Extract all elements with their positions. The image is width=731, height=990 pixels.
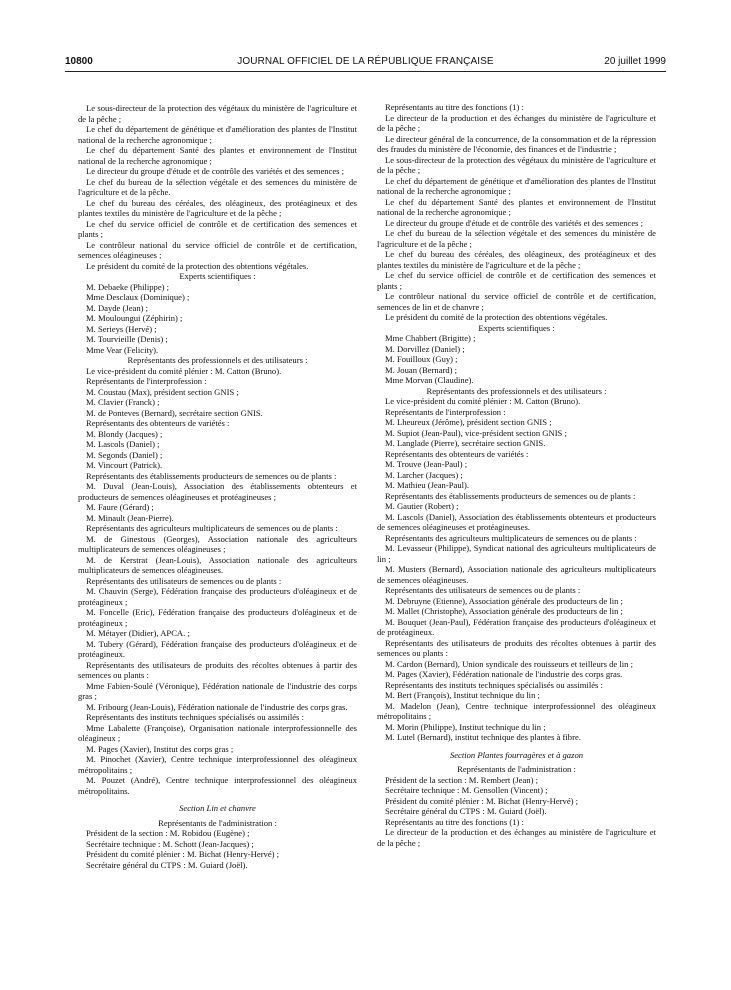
- list-item: M. Mathieu (Jean-Paul).: [385, 480, 470, 490]
- list-item: M. Bert (François), Institut technique du lin ;: [385, 690, 540, 700]
- list-item: M. Mouloungui (Zéphirin) ;: [86, 313, 183, 323]
- paragraph: Le vice-président du comité plénier : M. Catton (Bruno).: [385, 396, 581, 406]
- paragraph: Représentants des utilisateurs de produits des récoltes obtenues à partir des semences ou plants :: [377, 637, 656, 658]
- paragraph: Le sous-directeur de la protection des végétaux du ministère de l'agriculture et de la pêche ;: [78, 103, 357, 124]
- list-item: M. Jouan (Bernard) ;: [385, 364, 458, 375]
- left-column: [78, 103, 357, 870]
- list-item: M. Coustau (Max), président section GNIS ;: [86, 386, 239, 397]
- list-item: M. Vincourt (Patrick).: [86, 460, 163, 470]
- list-item: M. Pages (Xavier), Institut des corps gras ;: [86, 743, 234, 754]
- list-item: M. Blondy (Jacques) ;: [86, 428, 163, 439]
- paragraph: Représentants des utilisateurs de semences ou de plants :: [86, 575, 282, 586]
- list-item: M. Musters (Bernard), Association nationale des agriculteurs multiplicateurs de semences oléagineuses.: [377, 564, 656, 585]
- list-item: Secrétaire général du CTPS : M. Guiard (Joël).: [86, 859, 248, 870]
- paragraph: Le directeur général de la concurrence, de la consommation et de la répression des fraudes du ministère de l'économie, des finances et de l'industrie ;: [377, 133, 656, 154]
- paragraph: Le chef du bureau de la sélection végétale et des semences du ministère de l'agriculture et de la pêche ;: [377, 228, 656, 249]
- paragraph: Le sous-directeur de la protection des végétaux du ministère de l'agriculture et de la pêche ;: [377, 154, 656, 175]
- list-item: Président du comité plénier : M. Bichat (Henry-Hervé) ;: [86, 849, 280, 859]
- subheading: Experts scientifiques :: [478, 322, 555, 333]
- list-item: M. Fribourg (Jean-Louis), Fédération nationale de l'industrie des corps gras.: [86, 701, 348, 712]
- list-item: M. Métayer (Didier), APCA. ;: [86, 628, 190, 638]
- section-heading: Section Plantes fourragères et à gazon: [449, 749, 584, 760]
- list-item: M. Chauvin (Serge), Fédération française des producteurs d'oléagineux et de protéagineux ;: [78, 586, 357, 607]
- list-item: Mme Chabbert (Brigitte) ;: [385, 333, 476, 343]
- list-item: M. Foncelle (Eric), Fédération française des producteurs d'oléagineux et de protéagineux ;: [78, 607, 357, 628]
- list-item: Secrétaire technique : M. Schott (Jean-Jacques) ;: [86, 838, 254, 849]
- paragraph: Le chef du bureau des céréales, des oléagineux, des protéagineux et des plantes textiles du ministère de l'agriculture et de la pêche ;: [78, 197, 357, 218]
- paragraph: Représentants de l'interprofession :: [385, 406, 506, 417]
- paragraph: Le directeur de la production et des échanges au ministère de l'agriculture et de la pêche ;: [377, 827, 656, 848]
- list-item: M. Mallet (Christophe), Association générale des producteurs de lin ;: [385, 606, 623, 616]
- list-item: M. Langlade (Pierre), secrétaire section GNIS.: [385, 438, 546, 448]
- list-item: Mme Morvan (Claudine).: [385, 375, 474, 385]
- list-item: M. Duval (Jean-Louis), Association des établissements obtenteurs et producteurs de semences oléagineuses et protéagineuses ;: [78, 481, 357, 502]
- paragraph: Représentants des agriculteurs multiplicateurs de semences ou de plants :: [86, 523, 338, 533]
- paragraph: Représentants des obtenteurs de variétés :: [86, 418, 230, 428]
- list-item: M. Levasseur (Philippe), Syndicat national des agriculteurs multiplicateurs de lin ;: [377, 543, 656, 564]
- subheading: Représentants de l'administration :: [457, 764, 576, 774]
- paragraph: Le contrôleur national du service officiel de contrôle et de certification, semences oléagineuses ;: [78, 239, 357, 260]
- paragraph: Le vice-président du comité plénier : M. Catton (Bruno).: [86, 365, 282, 376]
- list-item: M. Fouilloux (Guy) ;: [385, 354, 458, 364]
- header-rule: [65, 71, 666, 72]
- paragraph: Le chef du bureau des céréales, des oléagineux, des protéagineux et des plantes textiles du ministère de l'agriculture et de la pêche ;: [377, 249, 656, 270]
- list-item: M. de Kerstrat (Jean-Louis), Association nationale des agriculteurs multiplicateurs de semences oléagineuses.: [78, 554, 357, 575]
- paragraph: Représentants des établissements producteurs de semences ou de plants :: [385, 490, 636, 501]
- list-item: M. de Ponteves (Bernard), secrétaire section GNIS.: [86, 407, 263, 418]
- list-item: M. Dayde (Jean) ;: [86, 302, 149, 313]
- paragraph: Représentants au titre des fonctions (1) :: [385, 102, 524, 112]
- journal-title: JOURNAL OFFICIEL DE LA RÉPUBLIQUE FRANÇAISE: [237, 56, 494, 67]
- paragraph: Le chef du département Santé des plantes et environnement de l'Institut national de la recherche agronomique ;: [377, 196, 656, 217]
- paragraph: Le contrôleur national du service officiel de contrôle et de certification, semences de lin et de chanvre ;: [377, 291, 656, 312]
- paragraph: Le directeur du groupe d'étude et de contrôle des variétés et des semences ;: [86, 166, 345, 176]
- paragraph: Représentants des utilisateurs de produits des récoltes obtenues à partir des semences ou plants :: [78, 659, 357, 680]
- list-item: M. Segonds (Daniel) ;: [86, 449, 163, 460]
- list-item: M. Faure (Gérard) ;: [86, 502, 154, 512]
- paragraph: Représentants des établissements producteurs de semences ou de plants :: [86, 470, 337, 481]
- paragraph: Le directeur du groupe d'étude et de contrôle des variétés et des semences ;: [385, 217, 644, 228]
- paragraph: Le chef du département de génétique et d'amélioration des plantes de l'Institut national de la recherche agronomique ;: [377, 175, 656, 196]
- list-item: Président de la section : M. Rembert (Jean) ;: [385, 774, 538, 785]
- list-item: Mme Fabien-Soulé (Véronique), Fédération nationale de l'industrie des corps gras ;: [78, 680, 357, 701]
- section-heading: Section Lin et chanvre: [179, 803, 256, 813]
- list-item: Président de la section : M. Robidou (Eugène) ;: [86, 828, 250, 838]
- list-item: M. de Ginestous (Georges), Association nationale des agriculteurs multiplicateurs de semences oléagineuses ;: [78, 533, 357, 554]
- list-item: M. Pinochet (Xavier), Centre technique interprofessionnel des oléagineux métropolitains ;: [78, 754, 357, 775]
- list-item: M. Cardon (Bernard), Union syndicale des rouisseurs et teilleurs de lin ;: [385, 658, 633, 669]
- list-item: M. Clavier (Franck) ;: [86, 397, 160, 407]
- page-number: 10800: [65, 56, 93, 67]
- paragraph: Le chef du département Santé des plantes et environnement de l'Institut national de la recherche agronomique ;: [78, 145, 357, 166]
- list-item: M. Serieys (Hervé) ;: [86, 323, 157, 334]
- subheading: Experts scientifiques :: [179, 271, 256, 281]
- list-item: Mme Labalette (Françoise), Organisation nationale interprofessionnelle des oléagineux ;: [78, 722, 357, 743]
- paragraph: Représentants des obtenteurs de variétés :: [385, 448, 529, 459]
- paragraph: Le président du comité de la protection des obtentions végétales.: [86, 260, 309, 271]
- list-item: M. Lascols (Daniel) ;: [86, 439, 160, 449]
- subheading: Représentants des professionnels et des utilisateurs :: [127, 355, 308, 365]
- paragraph: Le chef du département de génétique et d'amélioration des plantes de l'Institut national de la recherche agronomique ;: [78, 124, 357, 145]
- list-item: M. Dorvillez (Daniel) ;: [385, 343, 465, 354]
- paragraph: Le président du comité de la protection des obtentions végétales.: [385, 312, 608, 322]
- subheading: Représentants des professionnels et des utilisateurs :: [426, 385, 607, 396]
- list-item: M. Bouquet (Jean-Paul), Fédération française des producteurs d'oléagineux et de protéagineux.: [377, 616, 656, 637]
- list-item: M. Tourvieille (Denis) ;: [86, 334, 168, 344]
- paragraph: Représentants des utilisateurs de semences ou de plants :: [385, 585, 581, 595]
- page-header: [65, 56, 666, 70]
- list-item: Secrétaire technique : M. Gensollen (Vincent) ;: [385, 785, 548, 795]
- paragraph: Le directeur de la production et des échanges du ministère de l'agriculture et de la pêche ;: [377, 112, 656, 133]
- list-item: M. Lheureux (Jérôme), président section GNIS ;: [385, 417, 552, 427]
- list-item: M. Lutel (Bernard), institut technique des plantes à fibre.: [385, 732, 581, 742]
- paragraph: Le chef du bureau de la sélection végétale et des semences du ministère de l'agriculture et de la pêche.: [78, 176, 357, 197]
- list-item: M. Pages (Xavier), Fédération nationale de l'industrie des corps gras.: [385, 669, 623, 679]
- publication-date: 20 juillet 1999: [604, 56, 666, 67]
- list-item: Président du comité plénier : M. Bichat (Henry-Hervé) ;: [385, 795, 579, 806]
- list-item: M. Morin (Philippe), Institut technique du lin ;: [385, 721, 546, 732]
- list-item: M. Pouzet (André), Centre technique interprofessionnel des oléagineux métropolitains.: [78, 775, 357, 796]
- paragraph: Représentants des instituts techniques spécialisés ou assimilés :: [86, 712, 304, 722]
- list-item: Secrétaire général du CTPS : M. Guiard (Joël).: [385, 806, 547, 816]
- list-item: M. Gautier (Robert) ;: [385, 501, 459, 511]
- paragraph: Représentants des agriculteurs multiplicateurs de semences ou de plants :: [385, 532, 637, 543]
- paragraph: Le chef du service officiel de contrôle et de certification des semences et plants ;: [377, 270, 656, 291]
- list-item: Mme Desclaux (Dominique) ;: [86, 292, 190, 302]
- list-item: M. Debruyne (Etienne), Association générale des producteurs de lin ;: [385, 595, 623, 606]
- paragraph: Le chef du service officiel de contrôle et de certification des semences et plants ;: [78, 218, 357, 239]
- list-item: M. Madelon (Jean), Centre technique interprofessionnel des oléagineux métropolitains ;: [377, 700, 656, 721]
- list-item: M. Lascols (Daniel), Association des établissements obtenteurs et producteurs de semences oléagineuses et protéagineuses.: [377, 511, 656, 532]
- paragraph: Représentants de l'interprofession :: [86, 376, 207, 386]
- list-item: M. Larcher (Jacques) ;: [385, 469, 463, 480]
- list-item: M. Debaeke (Philippe) ;: [86, 281, 170, 292]
- paragraph: Représentants au titre des fonctions (1) :: [385, 816, 524, 827]
- list-item: M. Supiot (Jean-Paul), vice-président section GNIS ;: [385, 427, 567, 438]
- list-item: M. Tubery (Gérard), Fédération française des producteurs d'oléagineux et de protéagineux.: [78, 638, 357, 659]
- subheading: Représentants de l'administration :: [158, 817, 277, 828]
- list-item: Mme Vear (Felicity).: [86, 344, 159, 355]
- list-item: M. Trouve (Jean-Paul) ;: [385, 459, 468, 469]
- right-column: [377, 102, 656, 848]
- list-item: M. Minault (Jean-Pierre).: [86, 512, 174, 523]
- paragraph: Représentants des instituts techniques spécialisés ou assimilés :: [385, 679, 603, 690]
